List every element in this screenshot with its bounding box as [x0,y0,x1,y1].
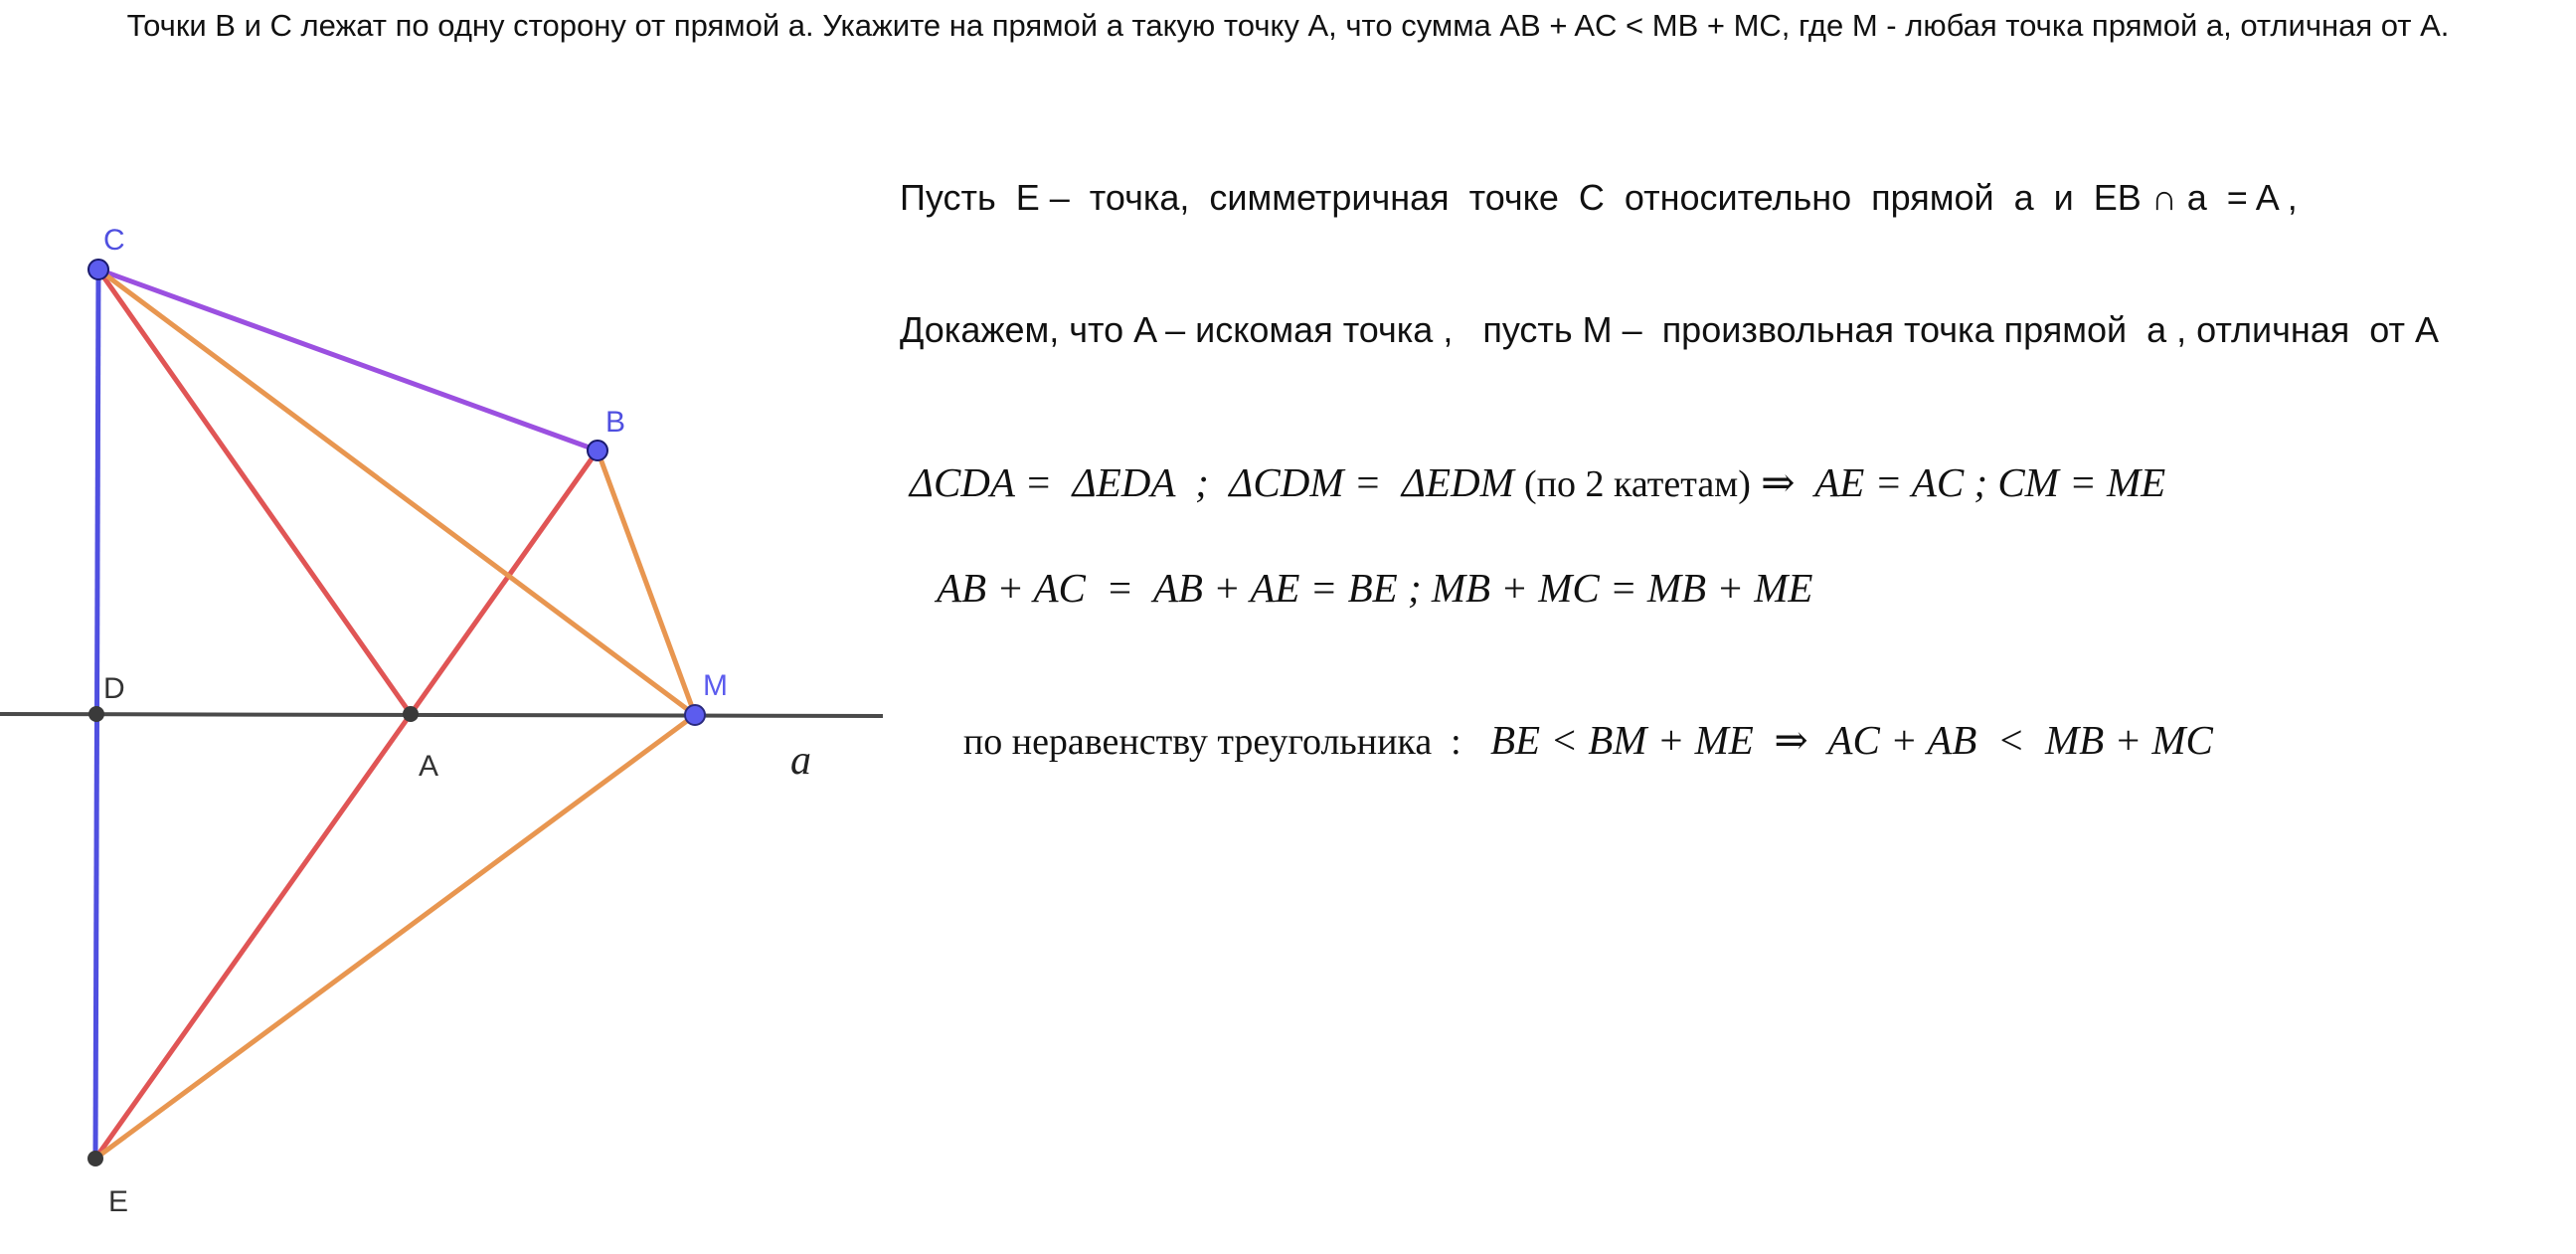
problem-statement: Точки B и C лежат по одну сторону от прямой a. Укажите на прямой a такую точку A, что сумма AB + AC < MB + MC, где M - любая точка прямой a, отличная от A. [126,8,2450,43]
segment-bm [598,450,695,715]
triangle-inequality-label: по неравенству треугольника : [962,721,1480,763]
label-e: E [108,1185,129,1218]
point-e [87,1151,103,1166]
label-line-a: a [790,738,811,784]
label-d: D [103,672,125,705]
triangle-inequality-result: BE < BM + ME ⇒ AC + AB < MB + MC [1479,717,2213,763]
solution-line-5 [954,698,2213,764]
point-a [403,706,419,722]
segment-me [95,715,695,1159]
label-m: M [703,669,728,702]
point-b[interactable] [588,441,607,460]
segment-cb [98,269,598,450]
solution-line-1: Пусть E – точка, симметричная точке C относительно прямой a и EB ∩ a = A , [900,177,2298,218]
line-a [0,714,883,716]
congruence-reason: (по 2 катетам) [1524,463,1751,505]
segment-ca [98,269,411,714]
label-c: C [103,224,125,257]
label-b: B [605,406,626,439]
equalities-conclusion: ⇒ AE = AC ; CM = ME [1750,459,2166,505]
segment-be [95,450,598,1159]
point-d [88,706,104,722]
segment-cm [98,269,695,715]
point-m[interactable] [685,705,705,725]
solution-line-2: Докажем, что A – искомая точка , пусть M – произвольная точка прямой a , отличная от A [900,309,2440,350]
point-c[interactable] [88,260,108,279]
geometry-diagram [0,0,895,1254]
label-a: A [419,750,439,783]
triangle-congruence: ΔCDA = ΔEDA ; ΔCDM = ΔEDM [909,459,1525,505]
solution-line-4: AB + AC = AB + AE = BE ; MB + MC = MB + ME [937,565,1813,611]
solution-line-3 [901,441,2165,506]
